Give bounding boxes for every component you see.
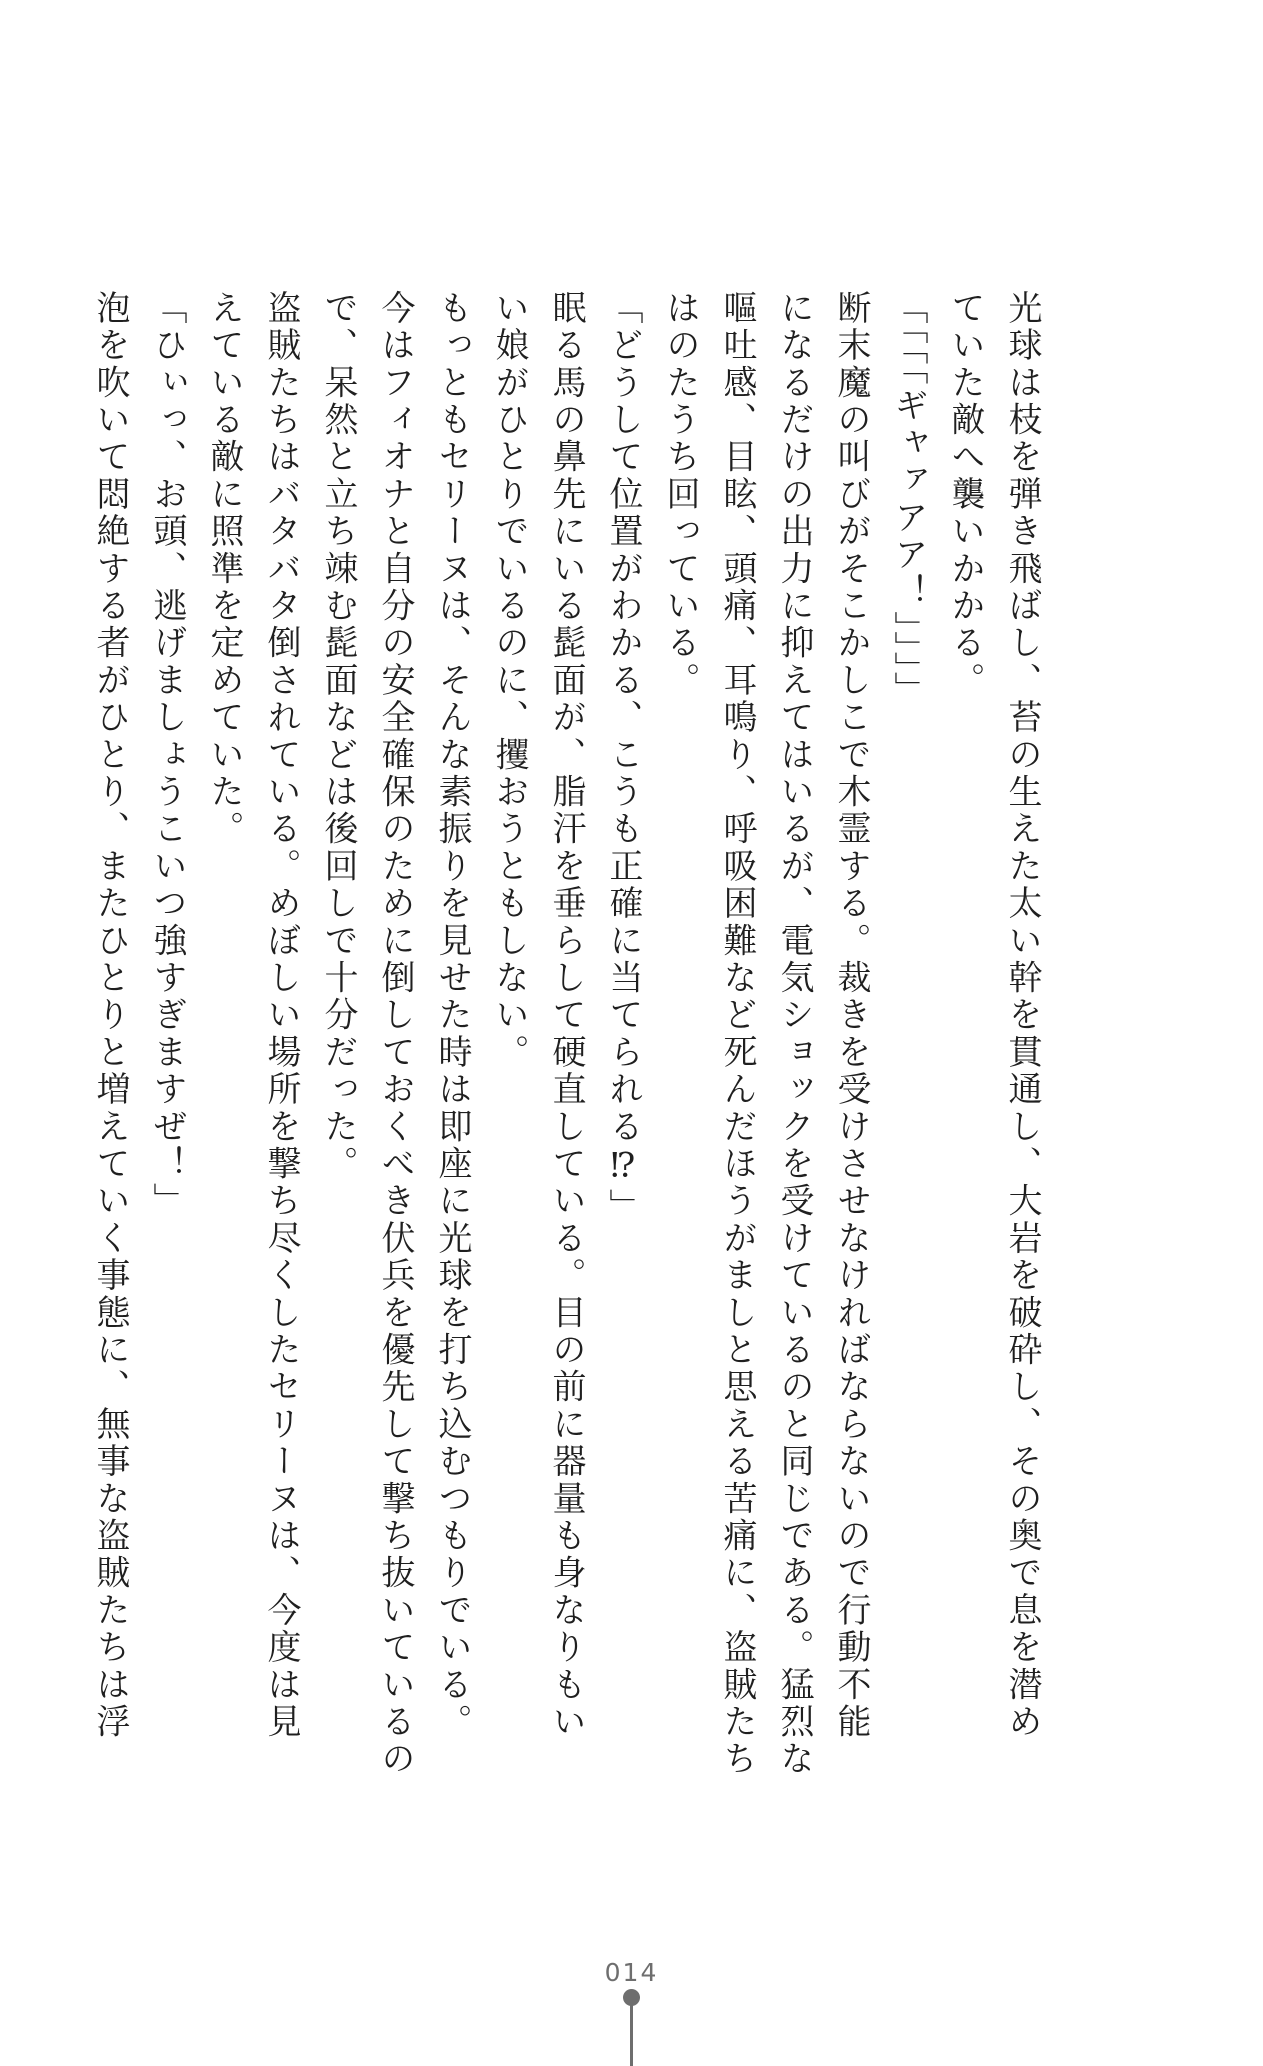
text-line-11: もっともセリーヌは、そんな素振りを見せた時は即座に光球を打ち込むつもりでいる。: [432, 290, 472, 1741]
text-line-13: で、呆然と立ち竦む髭面などは後回しで十分だった。: [318, 290, 358, 1183]
text-line-16: 「ひぃっ、お頭、逃げましょうこいつ強すぎますぜ！」: [147, 290, 187, 1220]
text-line-5: になるだけの出力に抑えてはいるが、電気ショックを受けているのと同じである。猛烈な: [774, 290, 814, 1778]
text-line-8: 「どうして位置がわかる、こうも正確に当てられる⁉」: [603, 290, 643, 1226]
text-line-6: 嘔吐感、目眩、頭痛、耳鳴り、呼吸困難など死んだほうがましと思える苦痛に、盗賊たち: [717, 290, 757, 1778]
page-marker-line: [630, 2005, 633, 2066]
text-line-17: 泡を吹いて悶絶する者がひとり、またひとりと増えていく事態に、無事な盗賊たちは浮: [90, 290, 130, 1741]
text-line-14: 盗賊たちはバタバタ倒されている。めぼしい場所を撃ち尽くしたセリーヌは、今度は見: [261, 290, 301, 1741]
text-line-15: えている敵に照準を定めていた。: [204, 290, 244, 848]
text-line-2: ていた敵へ襲いかかる。: [945, 290, 985, 700]
text-line-1: 光球は枝を弾き飛ばし、苔の生えた太い幹を貫通し、大岩を破砕し、その奥で息を潜め: [1002, 290, 1042, 1741]
text-line-7: はのたうち回っている。: [660, 290, 700, 700]
page-number: 014: [604, 1958, 659, 1987]
text-line-4: 断末魔の叫びがそこかしこで木霊する。裁きを受けさせなければならないので行動不能: [831, 290, 871, 1741]
text-line-12: 今はフィオナと自分の安全確保のために倒しておくべき伏兵を優先して撃ち抜いているの: [375, 290, 415, 1778]
page-marker-dot: [623, 1989, 640, 2006]
text-line-3: 「「「「ギャァアア！」」」」: [888, 290, 928, 709]
vertical-text-body: [0, 290, 1263, 1778]
text-line-10: い娘がひとりでいるのに、攫おうともしない。: [489, 290, 529, 1072]
text-line-9: 眠る馬の鼻先にいる髭面が、脂汗を垂らして硬直している。目の前に器量も身なりもい: [546, 290, 586, 1741]
